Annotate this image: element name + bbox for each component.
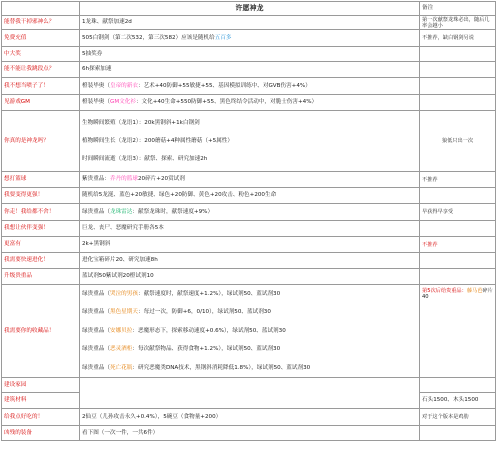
highlight-text: 皇帝的新衣 — [109, 82, 138, 89]
item-name: 恶灵酒柜 — [109, 346, 133, 353]
wish-note: 不推荐 — [420, 172, 496, 188]
wish-reward: 看下图（一次一件，一共6件） — [80, 426, 420, 441]
wish-question: 见游戏GM — [2, 95, 80, 111]
item-name: 哭泣的男孩 — [109, 291, 138, 297]
page-title: 许愿神龙 — [80, 2, 420, 16]
highlight-text: GM文化衫 — [109, 99, 136, 105]
wish-reward: 巨龙、丧尸、恶魔研究手册各5本 — [80, 221, 420, 237]
table-header-row — [2, 2, 496, 16]
wish-question: 给我点好吃的！ — [2, 409, 80, 426]
wish-question: 升级贵重品 — [2, 269, 80, 285]
wish-reward: 石头1500、木头1500 — [420, 393, 496, 409]
wish-reward: 1龙珠、献祭加速2d — [80, 16, 420, 30]
wish-question: 能替我干掉邪神么？ — [2, 16, 80, 30]
wish-question: 中大奖 — [2, 47, 80, 62]
wish-reward — [80, 378, 420, 409]
table-row — [2, 285, 496, 378]
table-row — [2, 30, 496, 47]
table-row — [2, 409, 496, 426]
wish-reward: 2仙豆（儿孙攻击永久+0.4%），5碗豆（食物量+200） — [80, 409, 420, 426]
item-name: 黑色星期天 — [109, 309, 138, 316]
wish-note: 狼低只出一次 — [420, 111, 496, 172]
wish-note: 不推荐 — [420, 237, 496, 253]
wish-reward: 紫贵重品：乔丹的篮球20碎片+20赏试剂 — [80, 172, 420, 188]
table-row — [2, 204, 496, 221]
table-row — [2, 172, 496, 188]
table-row — [2, 253, 496, 269]
wish-reward: 6h探索加速 — [80, 62, 420, 78]
wish-note: 不推荐，缺白钢剑另说 — [420, 30, 496, 47]
wish-reward: 蓝试剂50紫试剂20橙试剂10 — [80, 269, 420, 285]
table-row — [2, 188, 496, 204]
wish-question: 能不能让我跳段点？ — [2, 62, 80, 78]
table-row — [2, 62, 496, 78]
table-row — [2, 47, 496, 62]
table-row — [2, 426, 496, 441]
collectible-item: 绿贵重品（哭泣的男孩：献祭速度时，献祭速度+1.2%），绿试剂50、蓝试剂30 — [82, 291, 281, 297]
wish-reward: 505白钢剑（第二次532，第三次582）应该是随机给五百多 — [80, 30, 420, 47]
collectible-item: 绿贵重品（安娜贝拉：恶魔形态下，探索移动速度+0.6%），绿试剂50、蓝试剂30 — [82, 327, 286, 334]
wish-reward: 随机给5龙涎、蓝色+20敏捷、绿色+20防御、黄色+20攻击、粉色+200生命 — [80, 188, 420, 204]
table-row — [2, 78, 496, 95]
wish-question: 你走！我给都不舍！ — [2, 204, 80, 221]
wish-question: 我要变得更强！ — [2, 188, 80, 204]
wish-reward: 进化宝箱碎片20、研究加速8h — [80, 253, 420, 269]
note-header: 备注 — [420, 2, 496, 16]
wish-question: 我想让伙伴变强！ — [2, 221, 80, 237]
table-row — [2, 221, 496, 237]
item-name: 安娜贝拉 — [109, 327, 133, 334]
highlight-text: 龙珠雷达 — [109, 208, 133, 215]
highlight-text: 五百多 — [214, 34, 232, 41]
wish-question: 凶残的装备 — [2, 426, 80, 441]
table-row — [2, 378, 496, 393]
wish-reward: 橙装毕奥（皇帝的新衣：艺术+40防御+55敏捷+55、基因模拟训练中、对GVB伤害+4%） — [80, 78, 420, 95]
wish-note: 早获得早享受 — [420, 204, 496, 221]
item-name: 死亡花瓶 — [109, 364, 133, 371]
wish-reward: 2k+黑钢斜 — [80, 237, 420, 253]
table-row — [2, 111, 496, 172]
wish-question: 我需要你的收藏品！ — [2, 285, 80, 378]
wish-question: 免费充值 — [2, 30, 80, 47]
highlight-text: 乔丹的篮球 — [109, 176, 138, 182]
table-row — [2, 95, 496, 111]
wish-question: 我不想当喷子了！ — [2, 78, 80, 95]
wish-question: 你真的是神龙吗？ — [2, 111, 80, 172]
collectible-item: 绿贵重品（死亡花瓶：研究恶魔类DNA技术，黑钢斜消耗降低1.8%），绿试剂50、蓝试剂30 — [82, 364, 311, 371]
table-row — [2, 16, 496, 30]
collectible-item: 绿贵重品（恶灵酒柜：每次献祭物品、获得食物+1.2%），绿试剂50、蓝试剂30 — [82, 346, 281, 353]
wish-reward: 5抽奖券 — [80, 47, 420, 62]
wish-question: 更富有 — [2, 237, 80, 253]
wish-reward: 绿贵重品（龙珠雷达：献祭龙珠时，献祭速度+9%） — [80, 204, 420, 221]
wish-note: 第5次后给贵重品：藤马芭碎片40 — [420, 285, 496, 378]
wish-note: 第一次献祭龙珠必出，随后几率会越小 — [420, 16, 496, 30]
wish-dragon-table — [1, 1, 496, 441]
wish-reward — [80, 285, 420, 378]
table-row — [2, 269, 496, 285]
wish-reward: 生物瞬间繁殖（龙语1）：20k黑钢斜+1k白钢剑 植物瞬间生长（龙语2）：200蘑菇+4种属性蘑菇（+5属性） 时间瞬间流逝（龙语3）：献祭、探索、研究加速2h — [80, 111, 420, 172]
wish-reward: 橙装毕奥（GM文化衫：文化+40生命+550防御+55、黑色终结令活动中，对脆士伤害+4%） — [80, 95, 420, 111]
collectible-item: 绿贵重品（黑色星期天：每过一次，防御+6，0/10），绿试剂50、蓝试剂30 — [82, 309, 271, 316]
wish-question: 想打篮球 — [2, 172, 80, 188]
table-row — [2, 237, 496, 253]
wish-question: 建筑材料 — [2, 393, 80, 409]
wish-note: 对于这个版本是鸡肋 — [420, 409, 496, 426]
wish-question: 我需要快速进化！ — [2, 253, 80, 269]
wish-question: 建设家园 — [2, 378, 80, 393]
